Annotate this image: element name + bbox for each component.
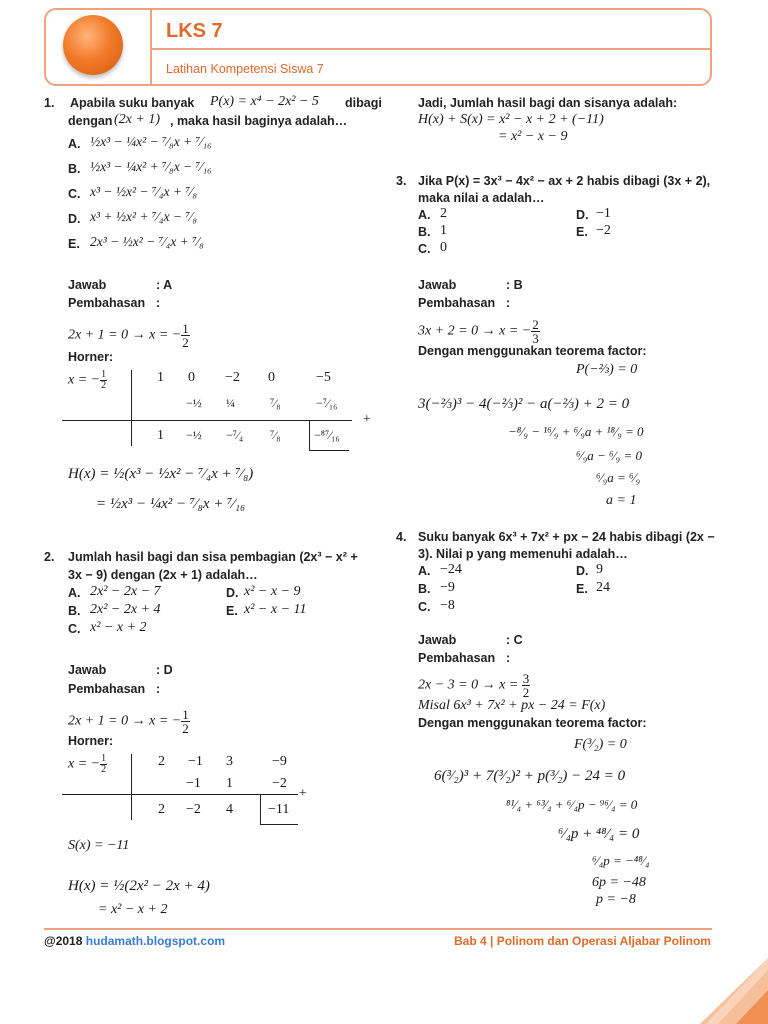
footer-rule (44, 928, 712, 930)
q1-h-r2-c3: ¼ (226, 396, 235, 410)
q3-line2: maka nilai a adalah… (418, 191, 545, 205)
q3-option-b-key: B. (418, 225, 431, 239)
q3-step-4: ⁶⁄₉a − ⁶⁄₉ = 0 (576, 448, 642, 463)
q4-pembahasan-colon: : (506, 651, 511, 665)
q2-option-a-key: A. (68, 586, 81, 600)
q3-line1: Jika P(x) = 3x³ − 4x² − ax + 2 habis dibagi (3x + 2), (418, 174, 711, 188)
q2-jawab-value: : D (156, 663, 173, 677)
q2-remainder-hline (260, 824, 298, 825)
q3-step-1: P(−⅔) = 0 (576, 362, 638, 377)
q2-option-c-key: C. (68, 622, 81, 636)
q1-text-2: dibagi (345, 96, 382, 110)
q1-hx-line2: = ½x³ − ¼x² − ⁷⁄₈x + ⁷⁄₁₆ (96, 496, 246, 512)
page-subtitle: Latihan Kompetensi Siswa 7 (166, 62, 324, 76)
q4-option-e: 24 (596, 580, 610, 595)
q4-line1: Suku banyak 6x³ + 7x² + px − 24 habis dibagi (2x − (418, 530, 715, 544)
q2-horner-vline (131, 754, 132, 820)
footer-copyright-text: @2018 (44, 934, 86, 948)
q1-option-a-key: A. (68, 137, 81, 151)
q2-h-r2-c3: 1 (226, 776, 233, 791)
q4-step-4: ⁶⁄₄p + ⁴⁸⁄₄ = 0 (558, 826, 640, 842)
q2-option-d-key: D. (226, 586, 239, 600)
q2-option-d: x² − x − 9 (244, 584, 301, 599)
q3-root-eq (418, 318, 540, 345)
q4-option-d: 9 (596, 562, 603, 577)
q4-theorem: Dengan menggunakan teorema factor: (418, 716, 647, 730)
q2-option-a: 2x² − 2x − 7 (90, 584, 161, 599)
q4-pembahasan-label: Pembahasan (418, 651, 496, 665)
q3-option-e-key: E. (576, 225, 588, 239)
q3-option-d-key: D. (576, 208, 589, 222)
q2-h-r1-c3: 3 (226, 754, 233, 769)
q2-conclusion-line2: H(x) + S(x) = x² − x + 2 + (−11) (418, 112, 604, 127)
q3-step-6: a = 1 (606, 493, 637, 508)
footer-chapter: Bab 4 | Polinom dan Operasi Aljabar Polinom (454, 934, 711, 948)
q1-option-d: x³ + ½x² + ⁷⁄₄x − ⁷⁄₈ (90, 209, 198, 224)
q2-option-b-key: B. (68, 604, 81, 618)
q3-pembahasan-colon: : (506, 296, 511, 310)
q2-number: 2. (44, 550, 55, 564)
q2-root-eq-text: 2x + 1 = 0 → x = − (68, 713, 182, 729)
q1-option-b-key: B. (68, 162, 81, 176)
q2-option-e-key: E. (226, 604, 238, 618)
q1-pembahasan-colon: : (156, 296, 161, 310)
q1-option-a: ½x³ − ¼x² − ⁷⁄₈x + ⁷⁄₁₆ (90, 134, 212, 149)
q4-option-e-key: E. (576, 582, 588, 596)
q4-option-c-key: C. (418, 600, 431, 614)
q2-h-r2-c4: −2 (272, 776, 287, 791)
q1-poly: P(x) = x⁴ − 2x² − 5 (210, 94, 319, 109)
q3-step-2: 3(−⅔)³ − 4(−⅔)² − a(−⅔) + 2 = 0 (418, 396, 630, 412)
q2-option-e: x² − x − 11 (244, 602, 307, 617)
q4-root-eq-text: 2x − 3 = 0 → x = (418, 677, 519, 693)
footer-copyright (44, 934, 225, 948)
q3-step-5: ⁶⁄₉a = ⁶⁄₉ (596, 470, 641, 485)
q4-step-2: 6(³⁄₂)³ + 7(³⁄₂)² + p(³⁄₂) − 24 = 0 (434, 768, 626, 784)
q3-theorem: Dengan menggunakan teorema factor: (418, 344, 647, 358)
q1-h-r3-c1: 1 (157, 428, 164, 443)
q2-horner-label: Horner: (68, 734, 114, 748)
q3-option-b: 1 (440, 223, 447, 238)
q1-jawab-label: Jawab (68, 278, 107, 292)
q4-option-a: −24 (440, 562, 462, 577)
q1-text-line2: dengan (68, 114, 113, 128)
q1-h-r3-c2: −½ (186, 428, 202, 442)
q2-horner-x-text: x = − (68, 756, 101, 772)
q4-jawab-label: Jawab (418, 633, 457, 647)
q3-pembahasan-label: Pembahasan (418, 296, 496, 310)
q1-option-b: ½x³ − ¼x² + ⁷⁄₈x − ⁷⁄₁₆ (90, 159, 212, 174)
q1-root-eq (68, 322, 190, 349)
q2-root-eq (68, 708, 190, 735)
q4-option-a-key: A. (418, 564, 431, 578)
q2-line1: Jumlah hasil bagi dan sisa pembagian (2x³ − x² + (68, 550, 358, 564)
q2-h-r3-c2: −2 (186, 802, 201, 817)
q4-step-1: F(³⁄₂) = 0 (574, 737, 627, 752)
q1-root-fraction: $\frac{1}{2}$ (182, 321, 189, 350)
page-title: LKS 7 (166, 20, 223, 42)
header-divider (150, 10, 152, 84)
q4-root-fraction: $\frac{3}{2}$ (522, 671, 530, 700)
q4-option-b-key: B. (418, 582, 431, 596)
q2-hx-line2: = x² − x + 2 (98, 902, 168, 917)
q1-horner-x-text: x = − (68, 372, 101, 388)
q2-h-r2-c2: −1 (186, 776, 201, 791)
q1-option-e-key: E. (68, 237, 80, 251)
q3-jawab-value: : B (506, 278, 523, 292)
q1-horner-plus: + (362, 412, 372, 427)
q1-hx-line1: H(x) = ½(x³ − ½x² − ⁷⁄₄x + ⁷⁄₈) (68, 466, 254, 482)
q1-number: 1. (44, 96, 55, 110)
q3-option-a: 2 (440, 206, 447, 221)
q2-h-r1-c4: −9 (272, 754, 287, 769)
q1-h-r3-c3: −⁷⁄₄ (226, 428, 244, 442)
q4-jawab-value: : C (506, 633, 523, 647)
q1-h-r2-c2: −½ (186, 396, 202, 410)
q3-root-fraction: $\frac{2}{3}$ (532, 317, 539, 346)
q2-conclusion-line1: Jadi, Jumlah hasil bagi dan sisanya adalah: (418, 96, 678, 110)
q1-pembahasan-label: Pembahasan (68, 296, 146, 310)
q2-horner-x: x = − $\frac{1}{2}$ (68, 753, 107, 775)
q1-h-r2-c5: −⁷⁄₁₆ (316, 396, 338, 410)
q2-pembahasan-colon: : (156, 682, 161, 696)
q1-h-r1-c4: 0 (268, 370, 275, 385)
footer-blog-link[interactable]: hudamath.blogspot.com (85, 934, 226, 948)
q4-root-eq (418, 672, 530, 699)
q3-option-c-key: C. (418, 242, 431, 256)
q2-conclusion-line3: = x² − x − 9 (498, 129, 568, 144)
q1-h-r3-c4: ⁷⁄₈ (270, 428, 281, 442)
q1-h-r1-c2: 0 (188, 370, 195, 385)
q4-line2: 3). Nilai p yang memenuhi adalah… (418, 547, 628, 561)
q1-h-r1-c1: 1 (157, 370, 164, 385)
q1-text-1: Apabila suku banyak (70, 96, 195, 110)
q2-line2: 3x − 9) dengan (2x + 1) adalah… (68, 568, 258, 582)
q1-h-r1-c5: −5 (316, 370, 331, 385)
q1-h-r1-c3: −2 (225, 370, 240, 385)
q1-option-e: 2x³ − ½x² − ⁷⁄₄x + ⁷⁄₈ (90, 234, 204, 249)
q4-number: 4. (396, 530, 407, 544)
q3-root-eq-text: 3x + 2 = 0 → x = − (418, 323, 532, 339)
q3-jawab-label: Jawab (418, 278, 457, 292)
header-rule (152, 48, 710, 50)
orange-ball-logo (63, 15, 123, 75)
q2-h-r3-c3: 4 (226, 802, 233, 817)
q2-h-r3-c1: 2 (158, 802, 165, 817)
q1-text-3: , maka hasil baginya adalah… (170, 114, 348, 128)
q2-hx-line1: H(x) = ½(2x² − 2x + 4) (68, 878, 210, 894)
q1-divisor: (2x + 1) (114, 112, 160, 127)
q1-option-c-key: C. (68, 187, 81, 201)
q1-horner-vline (131, 370, 132, 446)
q4-option-d-key: D. (576, 564, 589, 578)
q1-root-eq-text: 2x + 1 = 0 → x = − (68, 327, 182, 343)
q2-h-r1-c2: −1 (188, 754, 203, 769)
q3-option-e: −2 (596, 223, 611, 238)
q1-remainder-vline (309, 420, 310, 450)
q2-h-r1-c1: 2 (158, 754, 165, 769)
q2-pembahasan-label: Pembahasan (68, 682, 146, 696)
q1-h-r2-c4: ⁷⁄₈ (270, 396, 281, 410)
q4-option-b: −9 (440, 580, 455, 595)
q4-step-3: ⁸¹⁄₄ + ⁶³⁄₄ + ⁶⁄₄p − ⁹⁶⁄₄ = 0 (506, 797, 638, 812)
q2-horner-plus: + (298, 786, 308, 801)
q1-horner-label: Horner: (68, 350, 114, 364)
q3-option-c: 0 (440, 240, 447, 255)
q2-h-r3-c4: −11 (268, 802, 290, 817)
q3-number: 3. (396, 174, 407, 188)
q2-jawab-label: Jawab (68, 663, 107, 677)
q1-h-r3-c5: −⁸⁷⁄₁₆ (314, 428, 340, 442)
q4-step-7: p = −8 (596, 892, 636, 907)
header-frame (44, 8, 712, 86)
q2-remainder-vline (260, 794, 261, 824)
q1-option-c: x³ − ½x² − ⁷⁄₄x + ⁷⁄₈ (90, 184, 198, 199)
q3-step-3: −⁸⁄₉ − ¹⁶⁄₉ + ⁶⁄₉a + ¹⁸⁄₉ = 0 (508, 424, 644, 439)
q4-step-6: 6p = −48 (592, 875, 646, 890)
q2-root-fraction: $\frac{1}{2}$ (182, 707, 189, 736)
q3-option-d: −1 (596, 206, 611, 221)
q4-option-c: −8 (440, 598, 455, 613)
q2-horner-hline (62, 794, 298, 795)
q1-remainder-hline (309, 450, 349, 451)
q4-step-5: ⁶⁄₄p = −⁴⁸⁄₄ (592, 853, 650, 868)
q2-option-c: x² − x + 2 (90, 620, 147, 635)
q1-option-d-key: D. (68, 212, 81, 226)
q1-horner-x: x = − $\frac{1}{2}$ (68, 369, 107, 391)
q4-misal: Misal 6x³ + 7x² + px − 24 = F(x) (418, 698, 606, 713)
q2-option-b: 2x² − 2x + 4 (90, 602, 161, 617)
q3-option-a-key: A. (418, 208, 431, 222)
q2-sx: S(x) = −11 (68, 838, 130, 853)
q1-jawab-value: : A (156, 278, 173, 292)
